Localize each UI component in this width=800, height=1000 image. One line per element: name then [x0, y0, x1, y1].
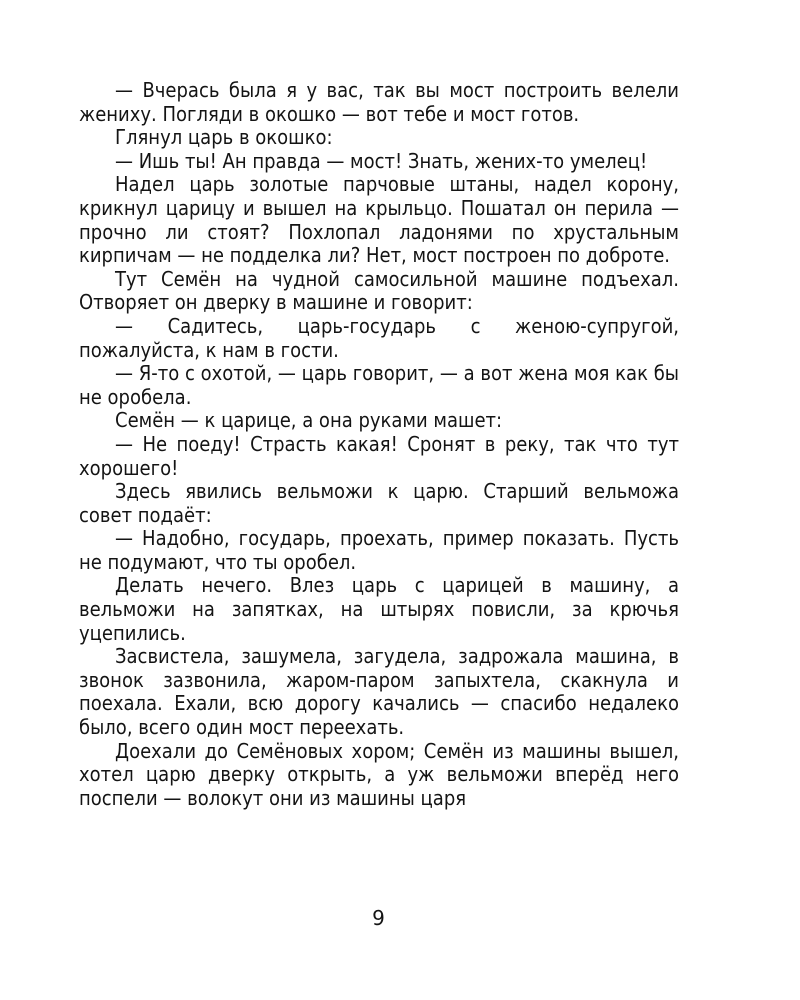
paragraph: — Ишь ты! Ан правда — мост! Знать, жених-то умелец!: [115, 148, 648, 173]
paragraph: Тут Семён на чудной самосильной машине подъехал. Отворяет он дверку в машине и говорит:: [79, 266, 679, 315]
paragraph: Глянул царь в окошко:: [115, 125, 333, 150]
paragraph: — Вчерась была я у вас, так вы мост построить велели жениху. Погляди в окошко — вот тебе и мост готов.: [79, 78, 679, 126]
paragraph: Семён — к царице, а она руками машет:: [115, 408, 503, 433]
paragraph: Надел царь золотые парчовые штаны, надел корону, крикнул царицу и вышел на крыльцо. Пошатал он перила — прочно ли стоят? Похлопал ладонями по хрустальным кирпичам — не подделка ли? Нет, мост построен по доброте.: [79, 172, 679, 268]
paragraph: — Не поеду! Страсть какая! Сронят в реку, так что тут хорошего!: [79, 431, 679, 480]
paragraph: — Я-то с охотой, — царь говорит, — а вот жена моя как бы не оробела.: [79, 361, 679, 409]
paragraph: Здесь явились вельможи к царю. Старший вельможа совет подаёт:: [79, 479, 679, 527]
page-number: 9: [372, 906, 385, 930]
paragraph: Делать нечего. Влез царь с царицей в машину, а вельможи на запятках, на штырях повисли, за крючья уцепились.: [79, 573, 679, 645]
paragraph: — Надобно, государь, проехать, пример показать. Пусть не подумают, что ты оробел.: [79, 526, 679, 574]
page-body: [79, 79, 679, 810]
paragraph: — Садитесь, царь-государь с женою-супругой, пожалуйста, к нам в гости.: [79, 313, 679, 362]
paragraph: Засвистела, зашумела, загудела, задрожала машина, в звонок зазвонила, жаром-паром запыхтела, скакнула и поехала. Ехали, всю дорогу качались — спасибо недалеко было, всего один мост переехать.: [79, 644, 679, 740]
paragraph: Доехали до Семёновых хором; Семён из машины вышел, хотел царю дверку открыть, а уж вельможи вперёд него поспели — волокут они из машины царя: [79, 738, 679, 810]
